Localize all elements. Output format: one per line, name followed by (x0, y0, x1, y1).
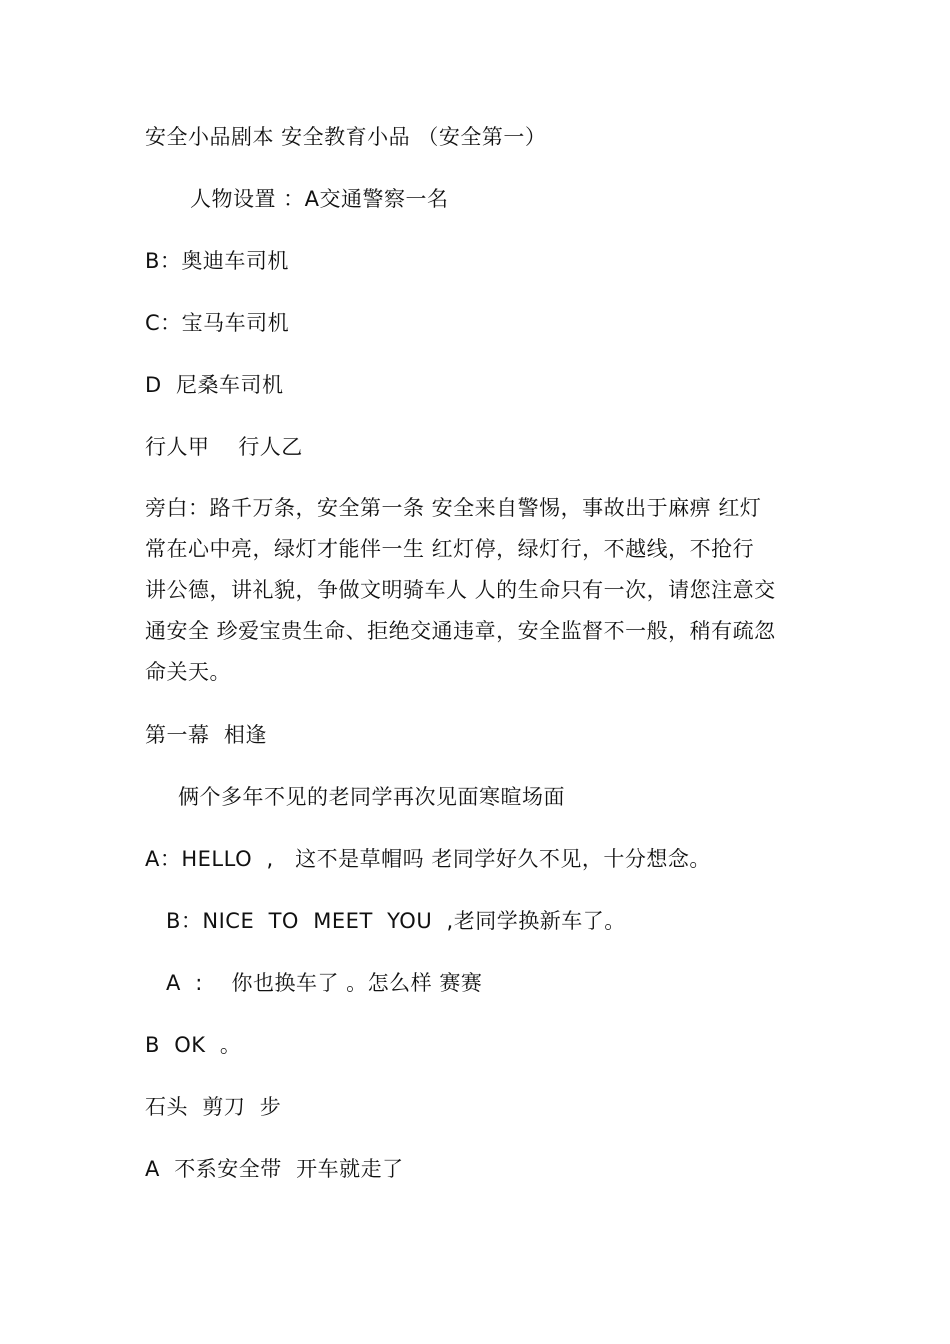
narration-line: 常在心中亮，绿灯才能伴一生 红灯停，绿灯行，不越线，不抢行 (145, 537, 755, 561)
narration-line: 通安全 珍爱宝贵生命、拒绝交通违章，安全监督不一般，稍有疏忽 (145, 619, 776, 643)
narration-paragraph (145, 488, 810, 693)
dialogue-line: B：NICE TO MEET YOU ,老同学换新车了。 (166, 909, 626, 933)
character-d: D 尼桑车司机 (145, 373, 284, 397)
dialogue-line: A : 你也换车了 。怎么样 赛赛 (166, 971, 483, 995)
pedestrians: 行人甲 行人乙 (145, 435, 303, 459)
dialogue-line: A：HELLO , 这不是草帽吗 老同学好久不见，十分想念。 (145, 847, 711, 871)
dialogue-line: B OK 。 (145, 1033, 242, 1057)
dialogue-line: A 不系安全带 开车就走了 (145, 1157, 404, 1181)
narration-line: 讲公德，讲礼貌，争做文明骑车人 人的生命只有一次，请您注意交 (145, 578, 776, 602)
characters-intro: 人物设置 ：A交通警察一名 (190, 187, 449, 211)
scene-description: 俩个多年不见的老同学再次见面寒暄场面 (178, 785, 565, 809)
character-b: B：奥迪车司机 (145, 249, 289, 273)
narration-line: 旁白：路千万条，安全第一条 安全来自警惕，事故出于麻痹 红灯 (145, 496, 762, 520)
dialogue-line: 石头 剪刀 步 (145, 1095, 282, 1119)
document-title: 安全小品剧本 安全教育小品 （安全第一） (145, 125, 547, 149)
act-one-heading: 第一幕 相逢 (145, 723, 267, 747)
character-c: C：宝马车司机 (145, 311, 290, 335)
narration-line: 命关天。 (145, 660, 231, 684)
